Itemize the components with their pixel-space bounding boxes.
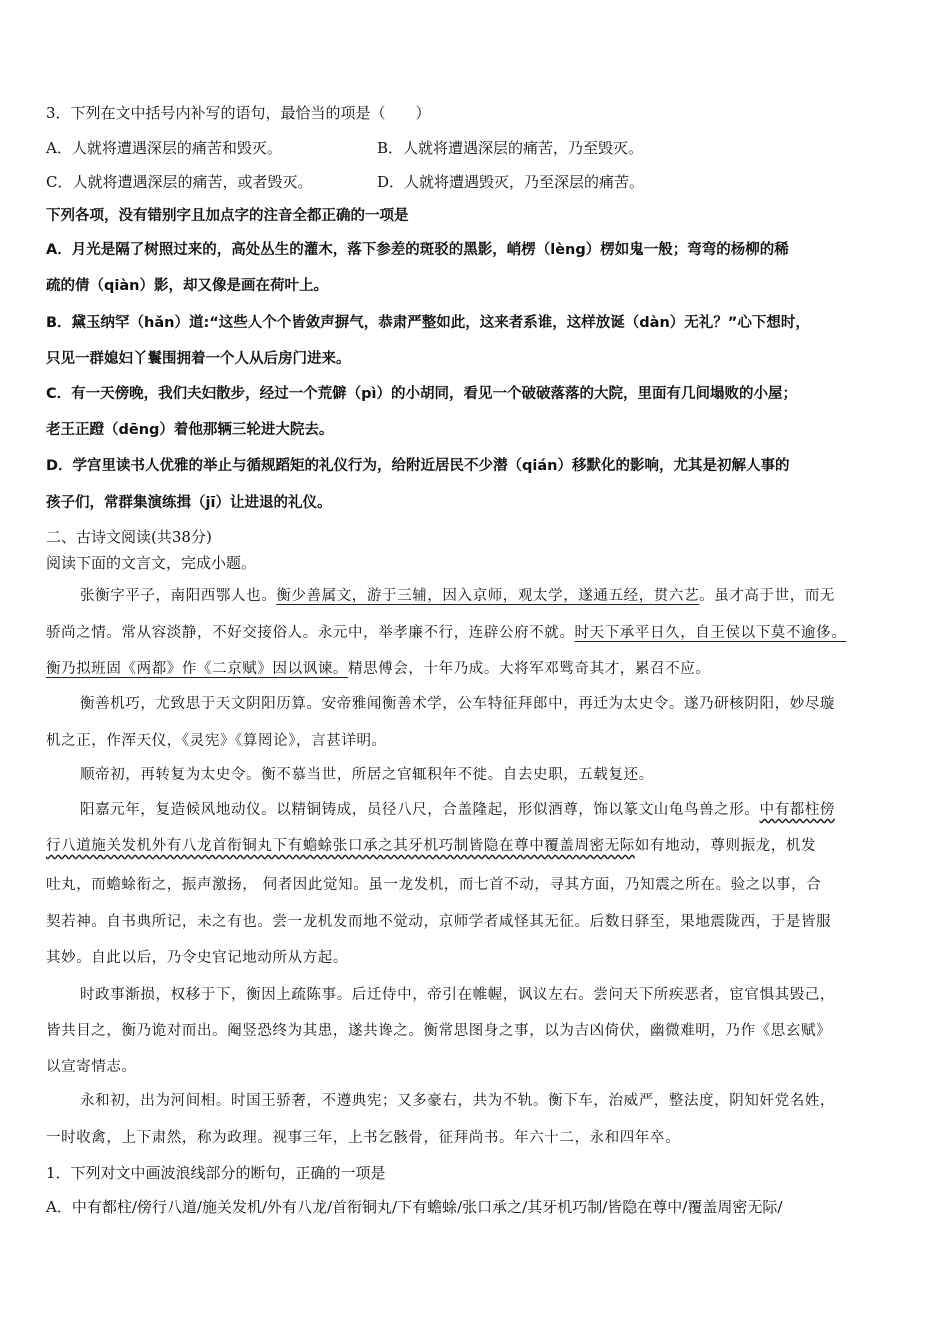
section-2-title: 二、古诗文阅读(共38分) <box>46 528 212 546</box>
pinyin-option-b-line2: 只见一群媳妇丫鬟围拥着一个人从后房门进来。 <box>46 351 351 367</box>
passage-line: 阳嘉元年，复造候风地动仪。以精铜铸成，员径八尺，合盖隆起，形似酒尊，饰以篆文山龟鸟兽之形。中有都柱傍 <box>80 802 835 818</box>
passage-line: 皆共目之，衡乃诡对而出。阉竖恐终为其患，遂共谗之。衡常思图身之事，以为吉凶倚伏，幽微难明，乃作《思玄赋》 <box>46 1023 832 1039</box>
passage-line: 机之正，作浑天仪，《灵宪》《算罔论》，言甚详明。 <box>46 733 387 749</box>
underlined-sentence: 衡乃拟班固《两都》作《二京赋》因以讽谏。 <box>46 661 348 677</box>
pinyin-question-stem: 下列各项，没有错别字且加点字的注音全都正确的一项是 <box>46 208 409 224</box>
underlined-sentence: 时天下承平日久，自王侯以下莫不逾侈。 <box>574 625 847 641</box>
passage-line: 行八道施关发机外有八龙首衔铜丸下有蟾蜍张口承之其牙机巧制皆隐在尊中覆盖周密无际如有地动，尊则振龙，机发 <box>46 838 817 854</box>
section-2-instruction: 阅读下面的文言文，完成小题。 <box>46 554 257 572</box>
passage-line: 时政事渐损，权移于下，衡因上疏陈事。后迁侍中，帝引在帷幄，讽议左右。尝问天下所疾恶者，宦官惧其毁己， <box>80 987 835 1003</box>
passage-line: 契若神。自书典所记，未之有也。尝一龙机发而地不觉动，京师学者咸怪其无征。后数日驿至，果地震陇西，于是皆服 <box>46 914 832 930</box>
wavy-underlined-text: 中有都柱傍 <box>759 802 835 818</box>
question-1-option-a: A．中有都柱/傍行八道/施关发机/外有八龙/首衔铜丸/下有蟾蜍/张口承之/其牙机巧制/皆隐在尊中/覆盖周密无际/ <box>46 1198 783 1216</box>
pinyin-option-a-line1: A．月光是隔了树照过来的，高处丛生的灌木，落下参差的斑驳的黑影，峭楞（lèng）楞如鬼一般；弯弯的杨柳的稀 <box>46 242 789 258</box>
passage-line: 永和初，出为河间相。时国王骄奢，不遵典宪；又多豪右，共为不轨。衡下车，治威严，整法度，阴知奸党名姓， <box>80 1093 835 1109</box>
question-3-option-b: B．人就将遭遇深层的痛苦，乃至毁灭。 <box>377 139 644 157</box>
passage-line: 以宣寄情志。 <box>46 1059 137 1075</box>
passage-line: 衡善机巧，尤致思于天文阴阳历算。安帝雅闻衡善术学，公车特征拜郎中，再迁为太史令。遂乃研核阴阳，妙尽璇 <box>80 696 835 712</box>
question-3-option-a: A．人就将遭遇深层的痛苦和毁灭。 <box>46 139 282 157</box>
pinyin-option-c-line2: 老王正蹬（dēng）着他那辆三轮进大院去。 <box>46 422 334 438</box>
question-3-option-c: C．人就将遭遇深层的痛苦，或者毁灭。 <box>46 173 313 191</box>
wavy-underlined-text: 行八道施关发机外有八龙首衔铜丸下有蟾蜍张口承之其牙机巧制皆隐在尊中覆盖周密无际 <box>46 838 635 854</box>
pinyin-option-d-line1: D．学宫里读书人优雅的举止与循规蹈矩的礼仪行为，给附近居民不少潜（qián）移默化的影响，尤其是初解人事的 <box>46 458 790 474</box>
underlined-sentence: 衡少善属文，游于三辅，因入京师，观太学，遂通五经，贯六艺 <box>276 588 700 604</box>
pinyin-option-b-line1: B．黛玉纳罕（hǎn）道:“这些人个个皆敛声摒气，恭肃严整如此，这来者系谁，这样放诞（dàn）无礼？”心下想时， <box>46 315 810 331</box>
passage-line: 一时收禽，上下肃然，称为政理。视事三年，上书乞骸骨，征拜尚书。年六十二，永和四年卒。 <box>46 1130 681 1146</box>
passage-line: 其妙。自此以后，乃令史官记地动所从方起。 <box>46 950 348 966</box>
passage-line: 张衡字平子，南阳西鄂人也。衡少善属文，游于三辅，因入京师，观太学，遂通五经，贯六艺。虽才高于世，而无 <box>80 588 836 604</box>
passage-line: 骄尚之情。常从容淡静，不好交接俗人。永元中，举孝廉不行，连辟公府不就。时天下承平日久，自王侯以下莫不逾侈。 <box>46 625 847 641</box>
question-3-option-d: D．人就将遭遇毁灭，乃至深层的痛苦。 <box>377 173 645 191</box>
passage-line: 吐丸，而蟾蜍衔之，振声激扬， 伺者因此觉知。虽一龙发机，而七首不动，寻其方面，乃知震之所在。验之以事，合 <box>46 877 822 893</box>
pinyin-option-d-line2: 孩子们，常群集演练揖（jī）让进退的礼仪。 <box>46 495 332 511</box>
pinyin-option-c-line1: C．有一天傍晚，我们夫妇散步，经过一个荒僻（pì）的小胡同，看见一个破破落落的大院，里面有几间塌败的小屋； <box>46 386 797 402</box>
passage-line: 衡乃拟班固《两都》作《二京赋》因以讽谏。精思傅会，十年乃成。大将军邓骘奇其才，累召不应。 <box>46 661 711 677</box>
pinyin-option-a-line2: 疏的倩（qiàn）影，却又像是画在荷叶上。 <box>46 278 328 294</box>
question-3-stem: 3．下列在文中括号内补写的语句，最恰当的项是（ ） <box>46 104 431 122</box>
passage-line: 顺帝初，再转复为太史令。衡不慕当世，所居之官辄积年不徙。自去史职，五载复还。 <box>80 767 654 783</box>
question-1-stem: 1．下列对文中画波浪线部分的断句，正确的一项是 <box>46 1164 386 1182</box>
